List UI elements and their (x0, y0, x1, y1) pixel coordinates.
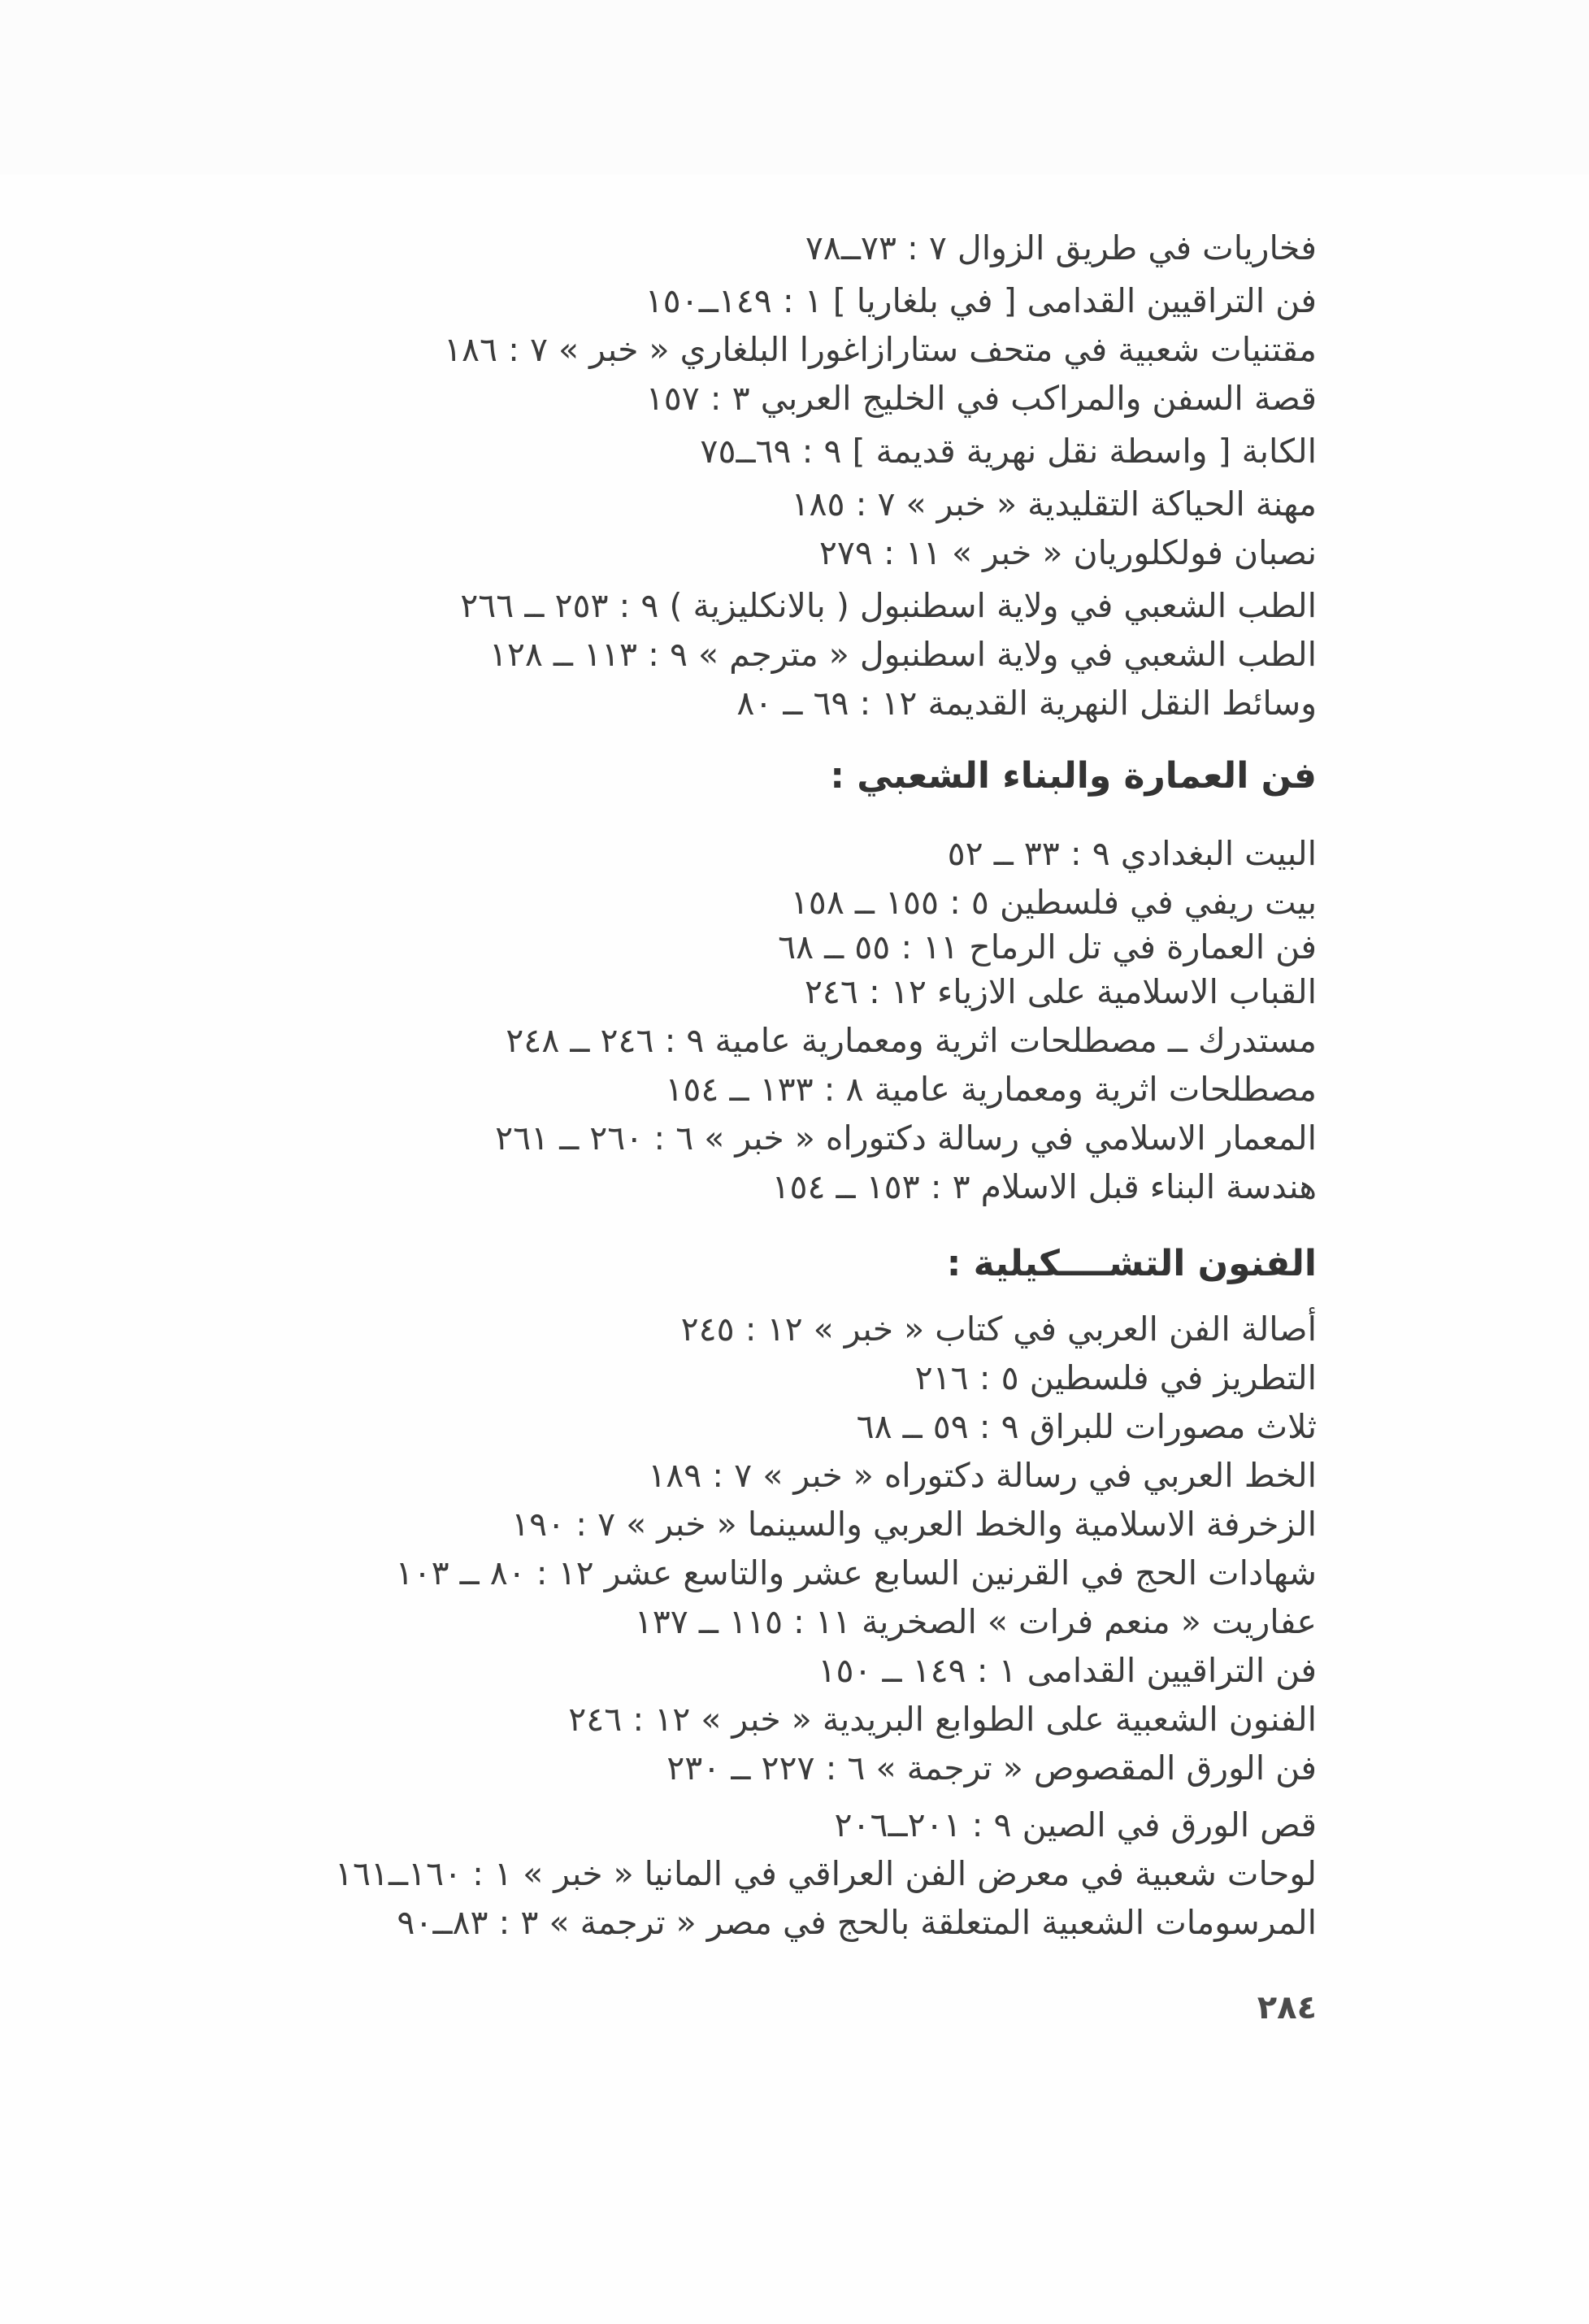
index-entry: القباب الاسلامية على الازياء ١٢ : ٢٤٦ (804, 972, 1317, 1011)
index-entry: فن التراقيين القدامى [ في بلغاريا ] ١ : ١٤٩ــ١٥٠ (645, 281, 1317, 320)
page-number: ٢٨٤ (1257, 1989, 1317, 2026)
index-entry: شهادات الحج في القرنين السابع عشر والتاسع عشر ١٢ : ٨٠ ــ ١٠٣ (395, 1553, 1317, 1592)
index-entry: بيت ريفي في فلسطين ٥ : ١٥٥ ــ ١٥٨ (790, 883, 1317, 922)
index-entry: الكابة [ واسطة نقل نهرية قديمة ] ٩ : ٦٩ــ٧٥ (700, 432, 1317, 471)
index-entry: أصالة الفن العربي في كتاب « خبر » ١٢ : ٢٤٥ (680, 1310, 1317, 1349)
index-entry: وسائط النقل النهرية القديمة ١٢ : ٦٩ ــ ٨٠ (736, 684, 1317, 723)
index-entry: لوحات شعبية في معرض الفن العراقي في المانيا « خبر » ١ : ١٦٠ــ١٦١ (334, 1854, 1317, 1893)
index-entry: فن العمارة في تل الرماح ١١ : ٥٥ ــ ٦٨ (778, 927, 1317, 967)
index-entry: البيت البغدادي ٩ : ٣٣ ــ ٥٢ (947, 834, 1317, 873)
index-entry: نصبان فولكلوريان « خبر » ١١ : ٢٧٩ (818, 533, 1317, 572)
index-entry: فن التراقيين القدامى ١ : ١٤٩ ــ ١٥٠ (818, 1651, 1317, 1690)
index-entry: قص الورق في الصين ٩ : ٢٠١ــ٢٠٦ (834, 1805, 1317, 1844)
index-entry: عفاريت « منعم فرات » الصخرية ١١ : ١١٥ ــ ١٣٧ (634, 1602, 1317, 1641)
section-heading-fine-arts: الفنون التشــــكيلية : (946, 1243, 1317, 1284)
index-entry: مقتنيات شعبية في متحف ستارازاغورا البلغاري « خبر » ٧ : ١٨٦ (444, 330, 1317, 369)
index-entry: المعمار الاسلامي في رسالة دكتوراه « خبر » ٦ : ٢٦٠ ــ ٢٦١ (495, 1119, 1317, 1158)
index-entry: هندسة البناء قبل الاسلام ٣ : ١٥٣ ــ ١٥٤ (771, 1167, 1317, 1206)
index-entry: ثلاث مصورات للبراق ٩ : ٥٩ ــ ٦٨ (856, 1407, 1317, 1446)
index-entry: الطب الشعبي في ولاية اسطنبول ( بالانكليزية ) ٩ : ٢٥٣ ــ ٢٦٦ (460, 586, 1317, 625)
index-entry: الزخرفة الاسلامية والخط العربي والسينما « خبر » ٧ : ١٩٠ (511, 1505, 1317, 1544)
index-entry: فخاريات في طريق الزوال ٧ : ٧٣ــ٧٨ (805, 228, 1317, 267)
index-entry: الطب الشعبي في ولاية اسطنبول « مترجم » ٩ : ١١٣ ــ ١٢٨ (488, 635, 1317, 674)
index-entry: مستدرك ــ مصطلحات اثرية ومعمارية عامية ٩ : ٢٤٦ ــ ٢٤٨ (506, 1021, 1317, 1060)
index-entry: قصة السفن والمراكب في الخليج العربي ٣ : ١٥٧ (645, 379, 1317, 418)
index-entry: مصطلحات اثرية ومعمارية عامية ٨ : ١٣٣ ــ ١٥٤ (665, 1070, 1317, 1109)
section-heading-architecture: فن العمارة والبناء الشعبي : (830, 755, 1317, 797)
index-entry: مهنة الحياكة التقليدية « خبر » ٧ : ١٨٥ (791, 484, 1317, 523)
index-entry: الفنون الشعبية على الطوابع البريدية « خبر » ١٢ : ٢٤٦ (568, 1700, 1317, 1739)
index-entry: الخط العربي في رسالة دكتوراه « خبر » ٧ : ١٨٩ (648, 1456, 1317, 1495)
index-entry: التطريز في فلسطين ٥ : ٢١٦ (914, 1358, 1317, 1397)
index-entry: المرسومات الشعبية المتعلقة بالحج في مصر « ترجمة » ٣ : ٨٣ــ٩٠ (397, 1903, 1317, 1942)
index-entry: فن الورق المقصوص « ترجمة » ٦ : ٢٢٧ ــ ٢٣٠ (666, 1748, 1317, 1788)
